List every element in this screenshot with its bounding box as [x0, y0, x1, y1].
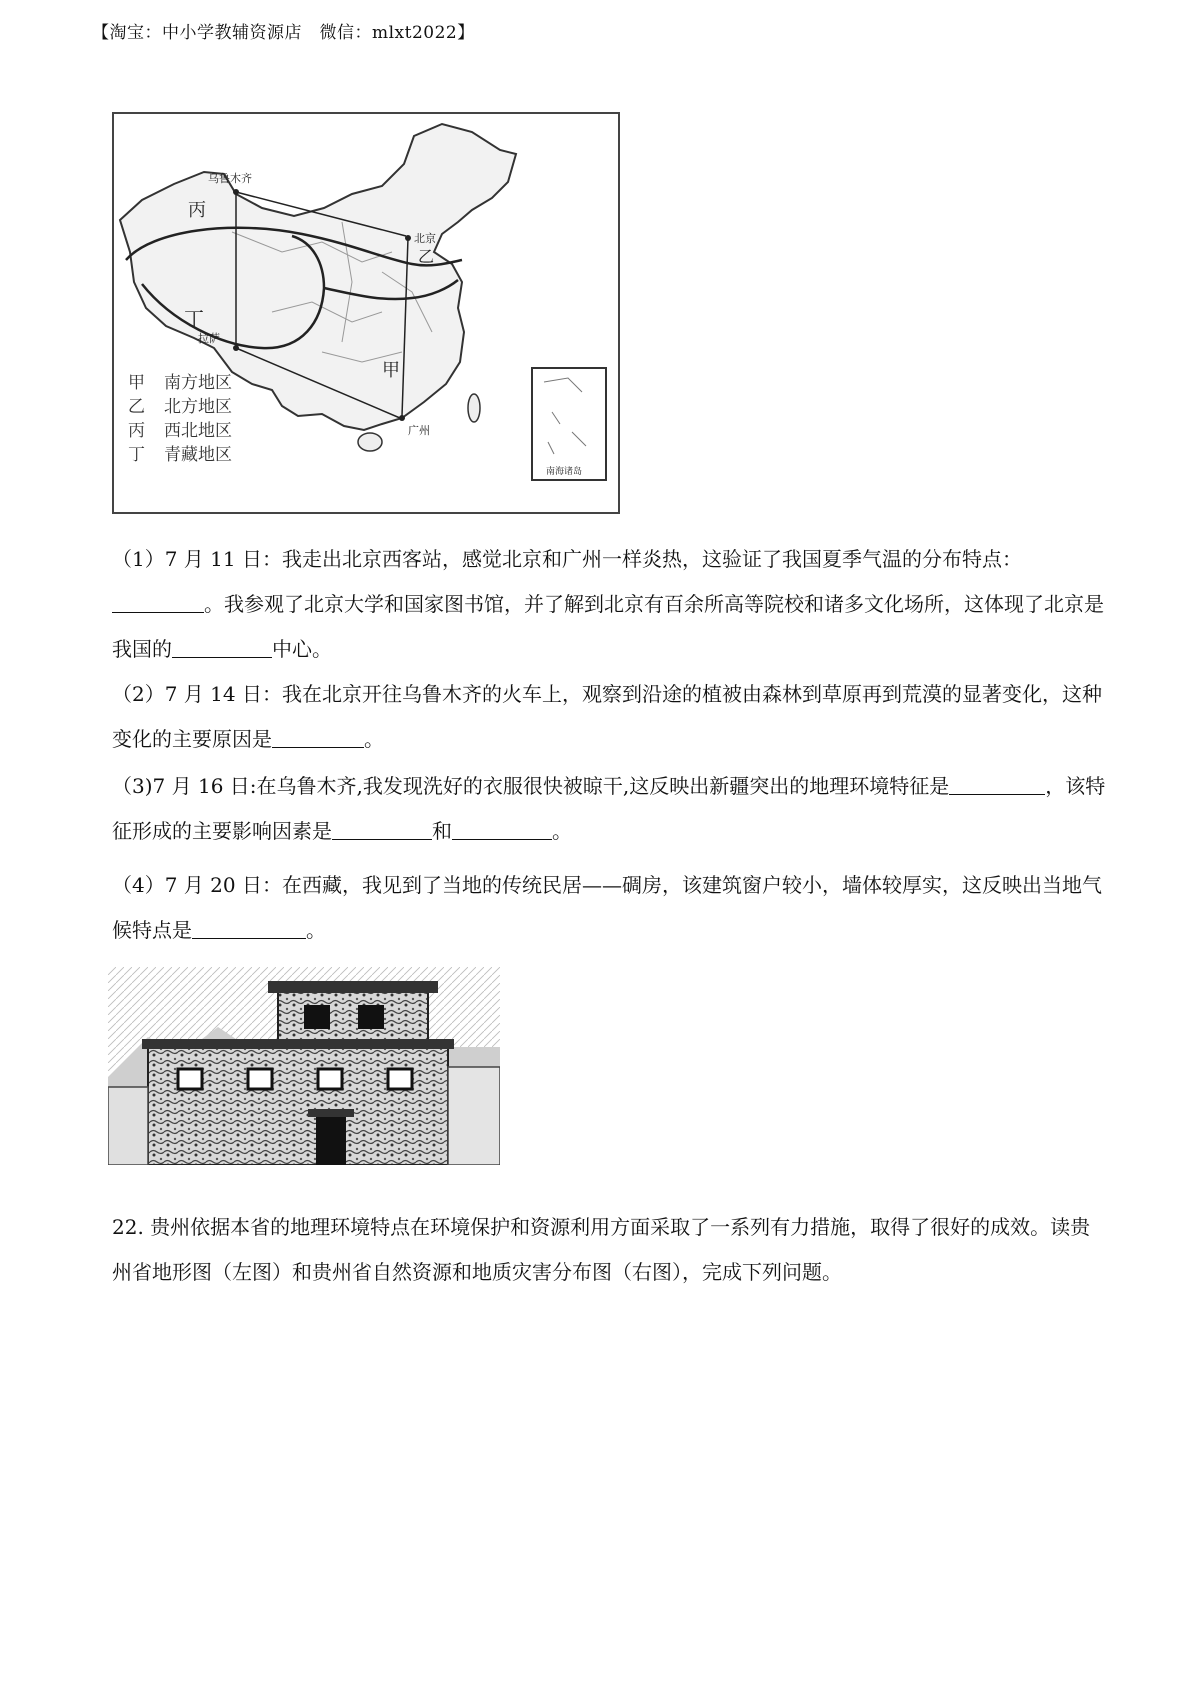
- label-inset: 南海诸岛: [546, 466, 583, 476]
- question-2: （2）7 月 14 日：我在北京开往乌鲁木齐的火车上，观察到沿途的植被由森林到草原再到荒漠的显著变化，这种变化的主要原因是 。: [112, 682, 1102, 751]
- answer-blank: [112, 594, 204, 613]
- answer-blank: [272, 729, 364, 748]
- svg-text:丙: 丙: [128, 421, 145, 440]
- svg-text:南方地区: 南方地区: [164, 373, 232, 392]
- question-22: 22. 贵州依据本省的地理环境特点在环境保护和资源利用方面采取了一系列有力措施，取得了很好的成效。读贵州省地形图（左图）和贵州省自然资源和地质灾害分布图（右图），完成下列问题。: [112, 1215, 1091, 1284]
- page-header: 【淘宝：中小学教辅资源店 微信：mlxt2022】: [92, 23, 475, 43]
- answer-blank: [452, 821, 552, 840]
- question-3: （3)7 月 16 日:在乌鲁木齐,我发现洗好的衣服很快被晾干,这反映出新疆突出的地理环境特征是 ，该特征形成的主要影响因素是 和 。: [112, 774, 1106, 843]
- wulumuqi-dot: [233, 189, 239, 195]
- svg-text:甲: 甲: [128, 373, 145, 392]
- label-lasa: 拉萨: [198, 333, 220, 345]
- label-beijing: 北京: [414, 233, 436, 245]
- svg-text:北方地区: 北方地区: [164, 397, 232, 416]
- svg-text:丁: 丁: [128, 445, 145, 464]
- answer-blank: [332, 821, 432, 840]
- answer-blank: [172, 639, 272, 658]
- answer-blank: [192, 920, 306, 939]
- label-guangzhou: 广州: [408, 425, 430, 437]
- beijing-dot: [405, 235, 411, 241]
- svg-text:西北地区: 西北地区: [164, 421, 232, 440]
- label-yi: 乙: [418, 249, 435, 266]
- label-jia: 甲: [382, 360, 400, 380]
- label-wulumuqi: 乌鲁木齐: [208, 173, 252, 185]
- diaofang-house-image: [108, 967, 500, 1165]
- china-regions-map: [112, 112, 620, 514]
- south-sea-inset: [532, 368, 606, 480]
- label-ding: 丁: [184, 309, 204, 331]
- question-1: （1）7 月 11 日：我走出北京西客站，感觉北京和广州一样炎热，这验证了我国夏季气温的分布特点：。我参观了北京大学和国家图书馆，并了解到北京有百余所高等院校和诸多文化场所，这体现了北京是我国的 中心。: [112, 547, 1104, 661]
- svg-text:乙: 乙: [128, 397, 145, 416]
- guangzhou-dot: [399, 415, 405, 421]
- lasa-dot: [233, 345, 239, 351]
- svg-text:青藏地区: 青藏地区: [164, 445, 232, 464]
- label-bing: 丙: [188, 200, 206, 220]
- question-4: （4）7 月 20 日：在西藏，我见到了当地的传统民居——碉房，该建筑窗户较小，墙体较厚实，这反映出当地气候特点是 。: [112, 873, 1102, 942]
- answer-blank: [949, 776, 1045, 795]
